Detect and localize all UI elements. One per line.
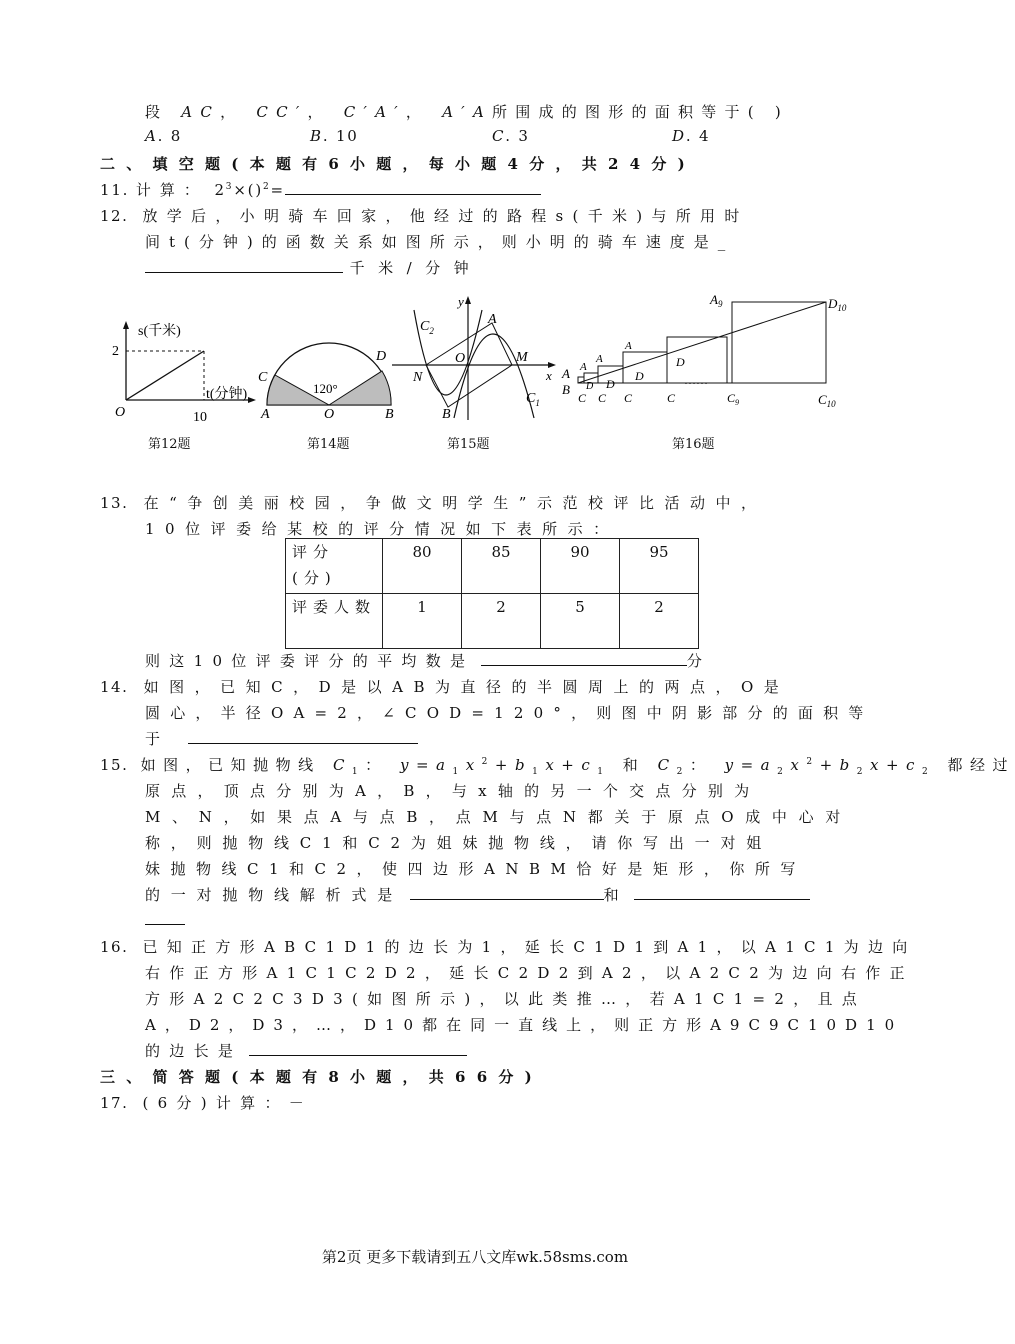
q14-line2: 圆心，半径OA=2，∠COD=120°，则图中阴影部分的面积等	[145, 704, 874, 722]
fig14-A: A	[261, 407, 270, 422]
fig16-D3: D	[635, 369, 644, 383]
q15-line6: 的一对抛物线解析式是 和	[145, 884, 810, 905]
q10-option-b: B. 10	[310, 127, 359, 145]
q15-line5: 妹抛物线C1和C2，使四边形ANBM恰好是矩形，你所写	[145, 860, 806, 878]
fig12-xlabel: t(分钟)	[206, 387, 248, 402]
section-2-header: 二、填空题(本题有6小题，每小题4分，共24分)	[100, 155, 696, 173]
fig16-A3: A	[625, 340, 632, 352]
table-cell: 1	[383, 594, 462, 649]
fig16-A9: $A_9$	[710, 292, 723, 309]
q10-option-d: D. 4	[672, 127, 711, 145]
fig15-y: y	[458, 294, 464, 309]
q15-line1: 15. 如图，已知抛物线 $C_1$： $y=a_1x^2+b_1x+c_1$ 和 $C_2$： $y=a_2x^2+b_2x+c_2$ 都经过	[100, 756, 1015, 777]
fig12-ylabel: s(千米)	[138, 324, 181, 339]
fig15-C1: $C_1$	[526, 391, 540, 408]
fig12-origin: O	[115, 405, 126, 420]
q12-line1: 12. 放学后，小明骑车回家，他经过的路程s(千米)与所用时	[100, 207, 749, 225]
figure-15-parabolas	[392, 290, 567, 425]
row-header-score: 评分(分)	[286, 539, 383, 594]
fig15-N: N	[413, 370, 423, 385]
fig15-x: x	[546, 368, 552, 383]
fig12-ytick: 2	[112, 344, 119, 359]
figure-12-graph	[110, 315, 260, 427]
q13-line2: 10位评委给某校的评分情况如下表所示：	[145, 520, 619, 538]
q12-line3: 千米/分钟	[145, 257, 482, 278]
q10-continuation: 段 AC， CC′， C′A′， A′A所围成的图形的面积等于( )	[145, 103, 790, 121]
fig16-C10: $C_{10}$	[818, 392, 836, 409]
table-row	[286, 594, 699, 649]
section-3-header: 三、简答题(本题有8小题，共66分)	[100, 1068, 544, 1086]
table-cell: 85	[462, 539, 541, 594]
q15-line7	[145, 910, 185, 929]
fig16-D1: D	[586, 381, 594, 392]
q16-line4: A，D2，D3，…，D10都在同一直线上，则正方形A9C9C10D10	[145, 1016, 904, 1034]
q12-line2: 间t(分钟)的函数关系如图所示，则小明的骑车速度是_	[145, 233, 735, 251]
fig15-A: A	[488, 312, 497, 327]
fig16-A: A	[562, 366, 570, 381]
fig14-angle: 120°	[313, 381, 338, 396]
fig16-A2: A	[596, 353, 603, 365]
fig16-C1: C	[578, 391, 587, 405]
fig16-dots: ……	[684, 373, 708, 387]
figure-16-squares	[560, 290, 860, 420]
fig12-xtick: 10	[193, 410, 207, 425]
fig15-caption: 第15题	[447, 437, 490, 452]
table-cell: 80	[383, 539, 462, 594]
table-cell: 2	[462, 594, 541, 649]
fig16-B: B	[562, 382, 570, 397]
q10-option-a: A. 8	[145, 127, 183, 145]
q16-line3: 方形A2C2C3D3(如图所示)，以此类推…，若A1C1=2，且点	[145, 990, 867, 1008]
fig16-C3: C	[624, 391, 633, 405]
q16-line1: 16. 已知正方形ABC1D1的边长为1，延长C1D1到A1，以A1C1为边向	[100, 938, 917, 956]
q15-line4: 称，则抛物线C1和C2为姐妹抛物线，请你写出一对姐	[145, 834, 773, 852]
fig12-caption: 第12题	[148, 437, 191, 452]
fig16-C4: C	[667, 391, 676, 405]
figure-14-semicircle	[255, 335, 400, 425]
fig14-O: O	[324, 407, 335, 422]
fig14-caption: 第14题	[307, 437, 350, 452]
fig15-C2: $C_2$	[420, 319, 434, 336]
q17: 17. (6分)计算：－	[100, 1094, 314, 1112]
table-cell: 5	[541, 594, 620, 649]
fig15-M: M	[516, 350, 528, 365]
q15-line3: M、N，如果点A与点B，点M与点N都关于原点O成中心对	[145, 808, 853, 826]
q16-line2: 右作正方形A1C1C2D2，延长C2D2到A2，以A2C2为边向右作正	[145, 964, 914, 982]
q13-line1: 13. 在“争创美丽校园，争做文明学生”示范校评比活动中，	[100, 494, 767, 512]
fig16-D4: D	[676, 355, 685, 369]
fig16-caption: 第16题	[672, 437, 715, 452]
fig16-C9: $C_9$	[727, 391, 740, 407]
table-cell: 95	[620, 539, 699, 594]
table-cell: 2	[620, 594, 699, 649]
fig16-C2: C	[598, 391, 607, 405]
fig14-D: D	[376, 349, 387, 364]
q15-line2: 原点，顶点分别为A，B，与x轴的另一个交点分别为	[145, 782, 761, 800]
q14-line1: 14. 如图，已知C，D是以AB为直径的半圆周上的两点，O是	[100, 678, 790, 696]
q11: 11. 计算： $2^3\times()^2=$	[100, 179, 541, 200]
fig16-A1: A	[580, 361, 587, 373]
q13-line3: 则这10位评委评分的平均数是 分	[145, 652, 704, 670]
q14-line3: 于	[145, 728, 418, 749]
q10-option-c: C. 3	[492, 127, 530, 145]
fig16-D2: D	[606, 377, 615, 391]
row-header-count: 评委人数	[286, 594, 383, 649]
table-cell: 90	[541, 539, 620, 594]
page-footer: 第2页 更多下载请到五八文库wk.58sms.com	[321, 1248, 629, 1266]
fig16-D10: $D_{10}$	[828, 296, 847, 313]
table-row	[286, 539, 699, 594]
fig14-C: C	[258, 370, 268, 385]
q16-line5: 的边长是	[145, 1040, 467, 1061]
fig14-B: B	[385, 407, 394, 422]
fig15-B: B	[442, 407, 451, 422]
fig15-O: O	[455, 351, 466, 366]
score-table	[285, 538, 699, 649]
